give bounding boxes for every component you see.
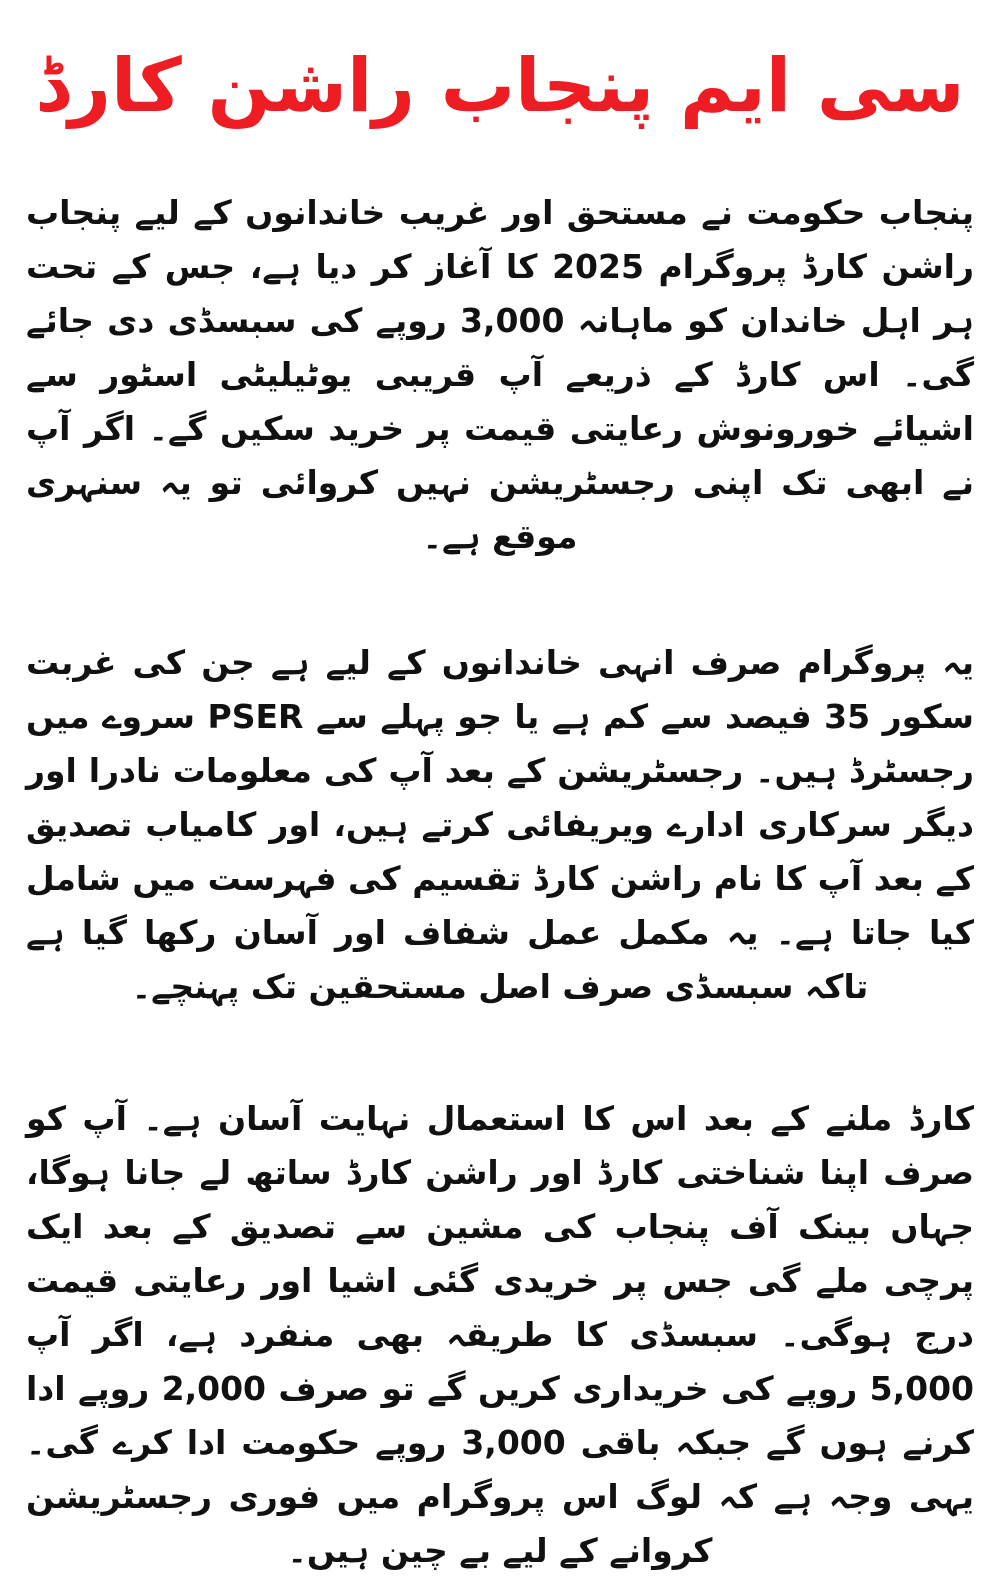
eligibility-paragraph: یہ پروگرام صرف انہی خاندانوں کے لیے ہے جن کی غربت سکور 35 فیصد سے کم ہے یا جو پہلے سے PSER سروے میں رجسٹرڈ ہیں۔ رجسٹریشن کے بعد آپ کی معلومات نادرا اور دیگر سرکاری ادارے ویریفائی کرتے ہیں، اور کامیاب تصدیق کے بعد آپ کا نام راشن کارڈ تقسیم کی فہرست میں شامل کیا جاتا ہے۔ یہ مکمل عمل شفاف اور آسان رکھا گیا ہے تاکہ سبسڈی صرف اصل مستحقین تک پہنچے۔	[26, 643, 974, 1006]
usage-paragraph: کارڈ ملنے کے بعد اس کا استعمال نہایت آسان ہے۔ آپ کو صرف اپنا شناختی کارڈ اور راشن کارڈ ساتھ لے جانا ہوگا، جہاں بینک آف پنجاب کی مشین سے تصدیق کے بعد ایک پرچی ملے گی جس پر خریدی گئی اشیا اور رعایتی قیمت درج ہوگی۔ سبسڈی کا طریقہ بھی منفرد ہے، اگر آپ 5,000 روپے کی خریداری کریں گے تو صرف 2,000 روپے ادا کرنے ہوں گے جبکہ باقی 3,000 روپے حکومت ادا کرے گی۔ یہی وجہ ہے کہ لوگ اس پروگرام میں فوری رجسٹریشن کروانے کے لیے بے چین ہیں۔	[26, 1099, 974, 1570]
page-title: سی ایم پنجاب راشن کارڈ	[35, 43, 965, 129]
intro-paragraph: پنجاب حکومت نے مستحق اور غریب خاندانوں کے لیے پنجاب راشن کارڈ پروگرام 2025 کا آغاز کر دیا ہے، جس کے تحت ہر اہل خاندان کو ماہانہ 3,000 روپے کی سبسڈی دی جائے گی۔ اس کارڈ کے ذریعے آپ قریبی یوٹیلیٹی اسٹور سے اشیائے خورونوش رعایتی قیمت پر خرید سکیں گے۔ اگر آپ نے ابھی تک اپنی رجسٹریشن نہیں کروائی تو یہ سنہری موقع ہے۔	[26, 193, 974, 556]
